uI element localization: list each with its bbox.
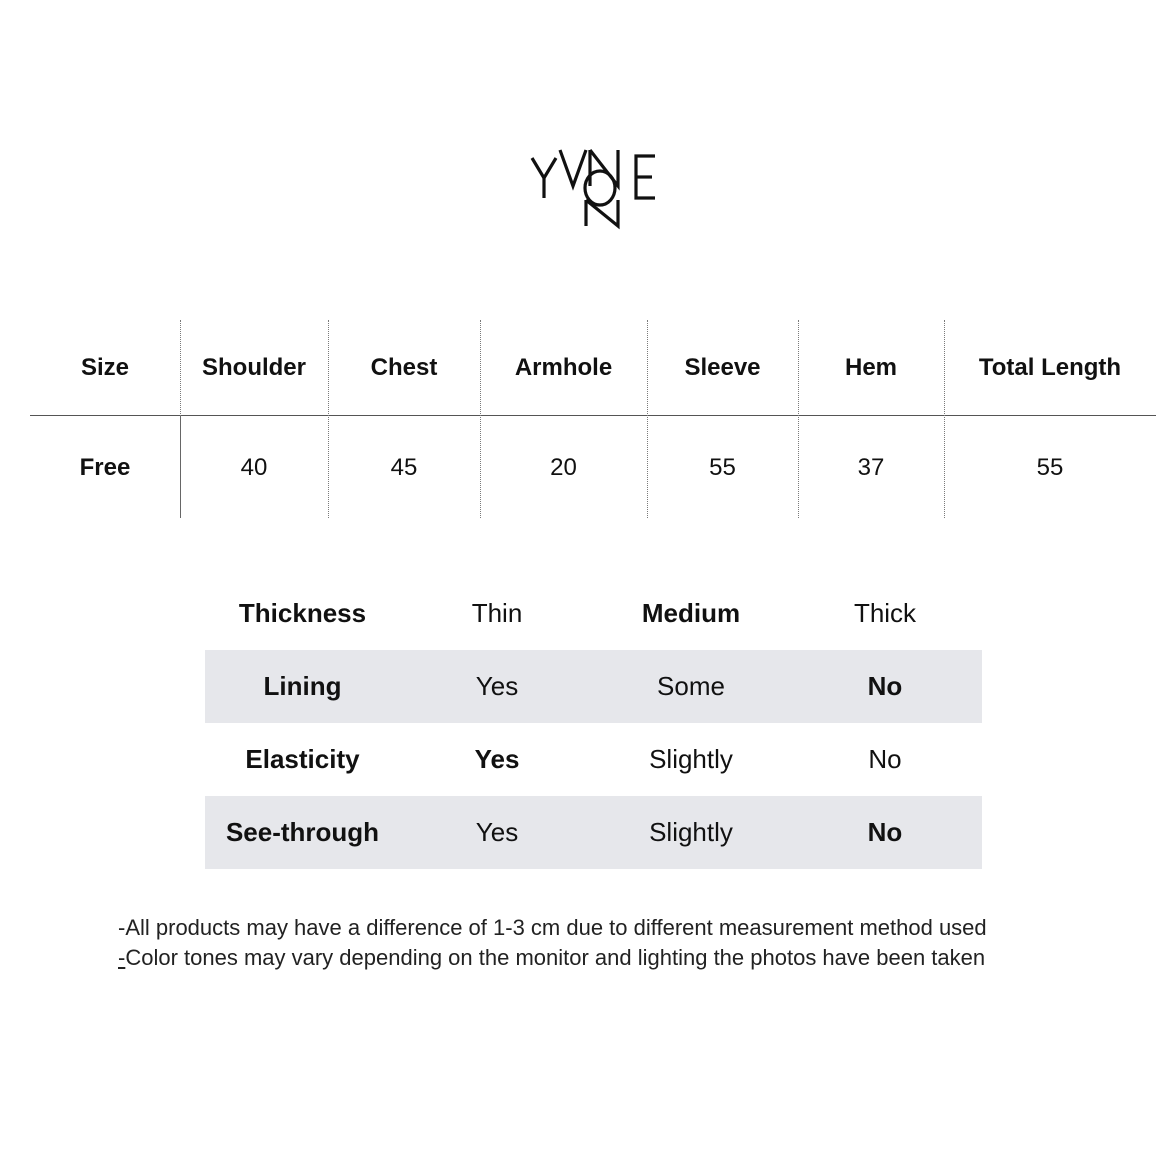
header-size: Size [80, 354, 130, 381]
note-color [118, 943, 1098, 973]
column-divider [798, 320, 799, 518]
fabric-option: No [868, 744, 902, 774]
header-chest: Chest [370, 354, 438, 381]
note-measurement: -All products may have a difference of 1-3 cm due to different measurement method used [118, 915, 987, 940]
fabric-properties-table [205, 577, 982, 870]
size-table [30, 320, 1156, 518]
fabric-row-thickness [205, 577, 982, 650]
fabric-option-selected: Yes [474, 744, 520, 774]
note-dash: - [118, 945, 126, 970]
header-hem: Hem [844, 354, 898, 381]
cell-total-length: 55 [1036, 454, 1064, 481]
note-color-text: Color tones may vary depending on the monitor and lighting the photos have been taken [125, 945, 986, 970]
fabric-option: Slightly [649, 744, 733, 774]
cell-size: Free [79, 454, 131, 481]
column-divider [480, 320, 481, 518]
column-divider [328, 320, 329, 518]
fabric-row-see-through [205, 796, 982, 869]
cell-sleeve: 55 [709, 454, 736, 481]
fabric-option: Yes [475, 817, 519, 847]
fabric-row-elasticity [205, 723, 982, 796]
fabric-option: Thin [471, 598, 523, 628]
header-sleeve: Sleeve [684, 354, 761, 381]
fabric-label: Elasticity [245, 744, 360, 774]
yvonne-logo-graphic [520, 140, 670, 235]
header-armhole: Armhole [514, 354, 613, 381]
cell-armhole: 20 [550, 454, 577, 481]
fabric-option-selected: No [867, 671, 903, 701]
fabric-option-selected: No [867, 817, 903, 847]
fabric-option: Some [657, 671, 725, 701]
column-divider [180, 320, 181, 416]
column-divider [944, 320, 945, 518]
header-total-length: Total Length [978, 354, 1122, 381]
brand-logo [520, 140, 670, 235]
size-table-header-row [30, 320, 1156, 416]
column-divider-solid [180, 416, 181, 518]
fabric-option: Slightly [649, 817, 733, 847]
fabric-option: Thick [853, 598, 917, 628]
table-row [30, 420, 1156, 516]
disclaimer-notes [118, 913, 1098, 973]
column-divider [647, 320, 648, 518]
fabric-row-lining [205, 650, 982, 723]
cell-chest: 45 [390, 454, 418, 481]
cell-hem: 37 [857, 454, 885, 481]
fabric-label: See-through [225, 817, 380, 847]
header-shoulder: Shoulder [201, 354, 306, 381]
cell-shoulder: 40 [240, 454, 268, 481]
fabric-label: Thickness [238, 598, 367, 628]
fabric-label: Lining [263, 671, 342, 701]
fabric-option-selected: Medium [641, 598, 741, 628]
header-divider [30, 415, 1156, 416]
fabric-option: Yes [475, 671, 519, 701]
